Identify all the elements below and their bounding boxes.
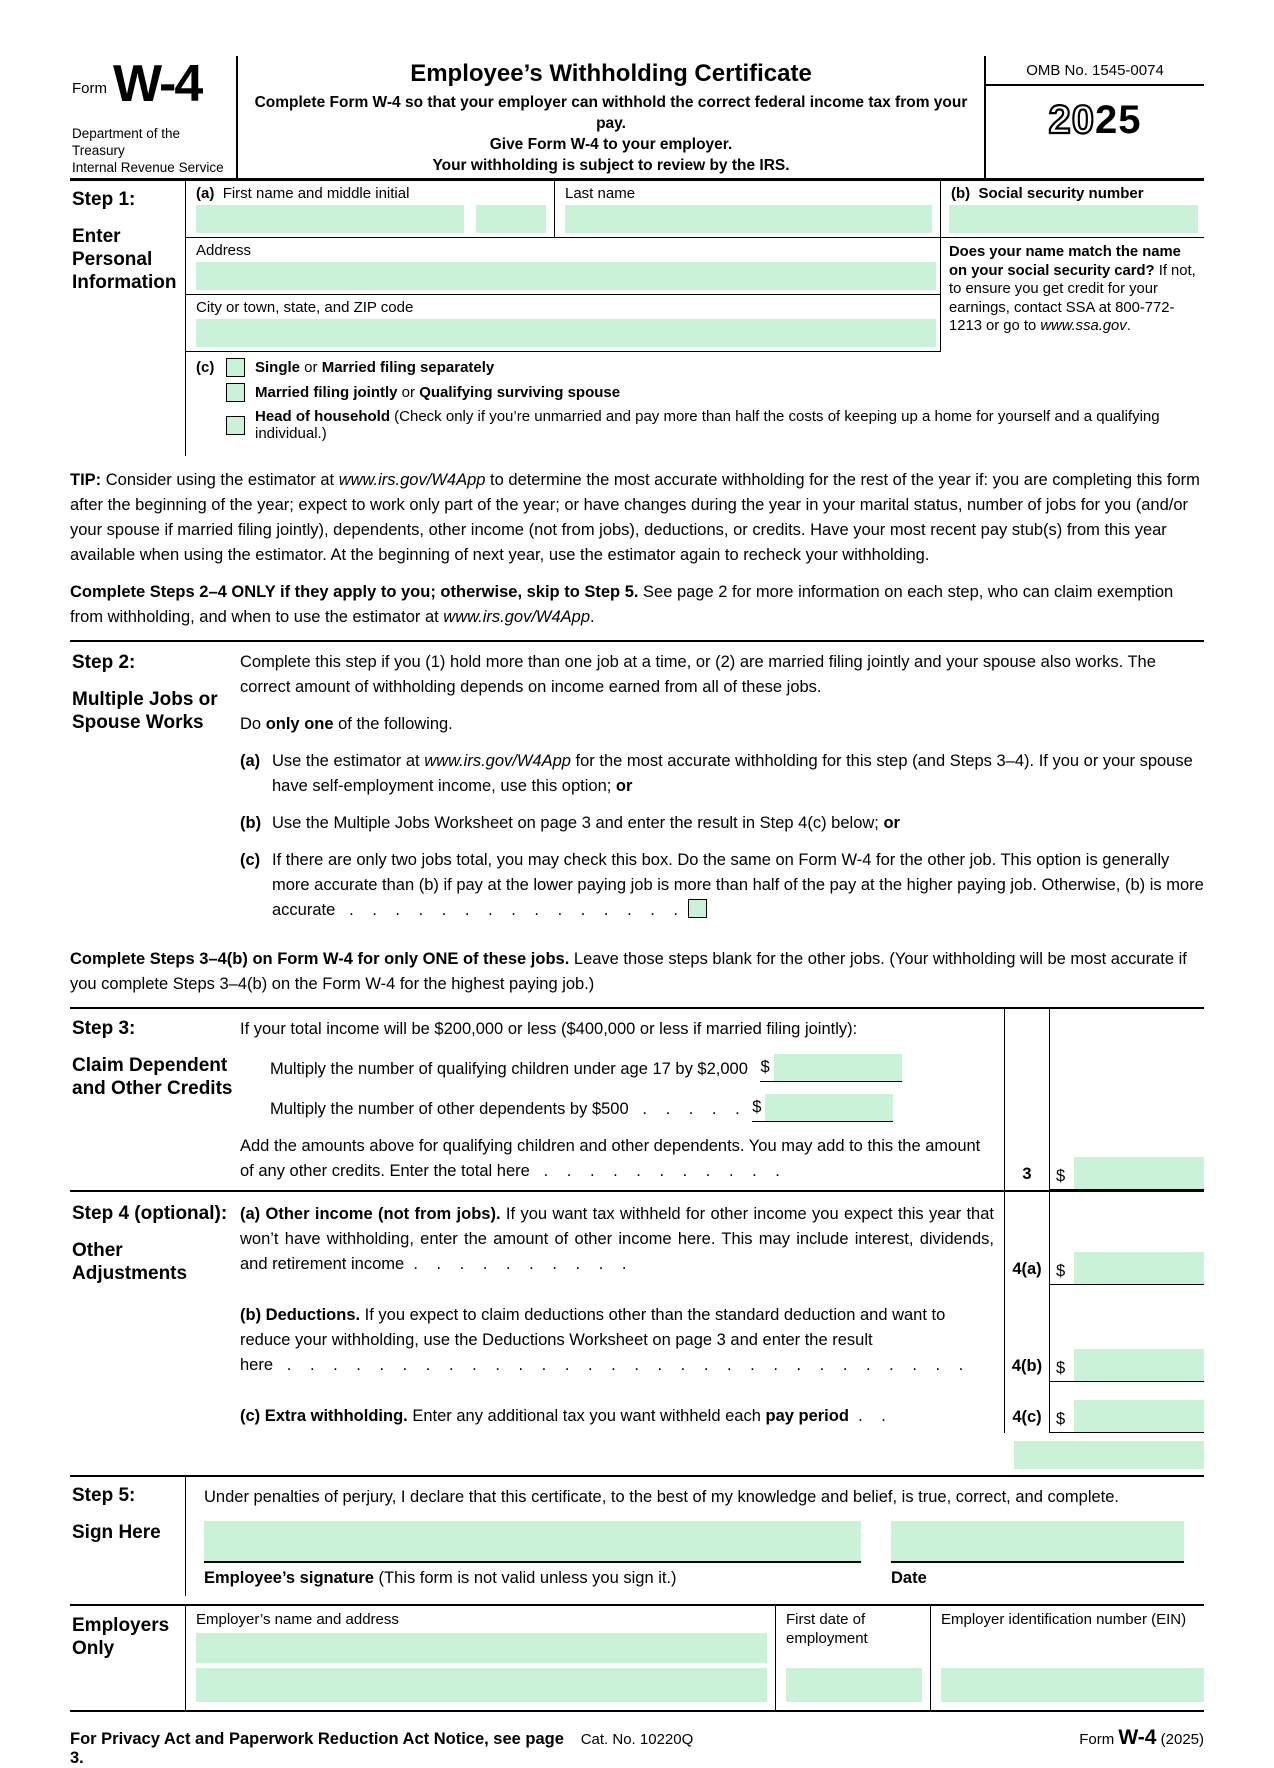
address-field[interactable] — [196, 262, 936, 290]
ssn-col — [940, 181, 1204, 352]
first-date-label: First date of employment — [786, 1611, 868, 1647]
step2-do-only-one: Do only one of the following. — [240, 715, 453, 733]
step2-title: Step 2: — [72, 652, 136, 673]
catalog-number: Cat. No. 10220Q — [580, 1731, 694, 1748]
tip-paragraph: TIP: Consider using the estimator at www.irs.gov/W4App to determine the most accurate withholding for the rest of the year if: you are completing this form after the beginning of the year; expect to work only part of the year; or have changes during the year in your marital status, number of jobs for you (and/or your spouse if married filing jointly), dependents, other income (not from jobs), deductions, or credits. Have your most recent pay stub(s) from this year available when using the estimator. At the beginning of next year, use the estimator again to recheck your withholding. — [70, 471, 1200, 564]
employers-title: Employers Only — [72, 1615, 170, 1659]
other-income-text: (a) Other income (not from jobs). If you want tax withheld for other income you expect this year that won’t have withholding, enter the amount of other income here. This may include interest, dividends, and retirement income . . . . . . . . . . — [240, 1205, 994, 1273]
other-dependents-line: Multiply the number of other dependents by $500 . . . . . $ — [270, 1094, 994, 1122]
ssn-field[interactable] — [949, 205, 1198, 233]
step5-section — [70, 1475, 1204, 1596]
ssa-note: Does your name match the name on your social security card? If not, to ensure you get credit for your earnings, contact SSA at 800-772-1213 or go to www.ssa.gov. — [949, 244, 1196, 335]
employers-only-section — [70, 1604, 1204, 1712]
date-field[interactable] — [891, 1521, 1184, 1561]
form-subtitle-1: Complete Form W-4 so that your employer can withhold the correct federal income tax from your pay. — [254, 94, 968, 132]
step3-title: Step 3: — [72, 1018, 136, 1039]
step4-title: Step 4 (optional): — [72, 1203, 228, 1224]
filing-row-head-of-household — [226, 408, 1204, 442]
last-name-label: Last name — [565, 185, 636, 202]
address-row — [186, 238, 940, 295]
leader-dots: . . . . . . . . . . — [413, 1255, 627, 1273]
step3-label-col — [70, 1009, 240, 1190]
first-name-label: (a) First name and middle initial — [196, 185, 410, 202]
step3-line-number: 3 — [1004, 1009, 1050, 1190]
ein-field[interactable] — [941, 1668, 1204, 1702]
form-footer-id: Form W-4 (2025) — [1079, 1726, 1204, 1749]
employer-name-col — [186, 1606, 775, 1710]
year-outline: 20 — [1048, 98, 1095, 142]
c-prefix: (c) — [196, 359, 215, 376]
step2-intro: Complete this step if you (1) hold more than one job at a time, or (2) are married filing jointly and your spouse also works. The correct amount of withholding depends on income earned from all of these jobs. — [240, 653, 1156, 696]
step4-subtitle: Other Adjustments — [72, 1240, 188, 1284]
step2-subtitle: Multiple Jobs or Spouse Works — [72, 689, 218, 733]
employers-label-col — [70, 1606, 186, 1710]
ein-label: Employer identification number (EIN) — [941, 1611, 1187, 1628]
signature-label: Employee’s signature (This form is not valid unless you sign it.) — [204, 1569, 677, 1587]
step4a-line-number: 4(a) — [1004, 1192, 1050, 1285]
leader-dots: . . — [858, 1407, 886, 1425]
omb-number: OMB No. 1545-0074 — [986, 56, 1204, 86]
employer-name-label: Employer’s name and address — [196, 1611, 399, 1628]
employer-address-field[interactable] — [196, 1668, 767, 1702]
tax-year — [986, 86, 1204, 143]
form-subtitle-3: Your withholding is subject to review by the IRS. — [432, 157, 790, 174]
step4-section — [70, 1190, 1204, 1433]
single-checkbox[interactable] — [226, 358, 245, 377]
filing-row-single — [196, 358, 1204, 377]
leader-dots: . . . . . . . . . . . . . . . . . . . . . . . . . . . . . . — [286, 1356, 964, 1374]
date-label: Date — [891, 1569, 927, 1587]
step3-subtitle: Claim Dependent and Other Credits — [72, 1055, 233, 1099]
step5-label-col — [70, 1477, 186, 1596]
leader-dots: . . . . . . . . . . . . . . . — [349, 901, 679, 919]
step1-label-col — [70, 181, 186, 456]
qualifying-children-line: Multiply the number of qualifying children under age 17 by $2,000 $ — [270, 1054, 994, 1082]
step2-section — [70, 640, 1204, 945]
step3-intro: If your total income will be $200,000 or less ($400,000 or less if married filing jointly): — [240, 1020, 858, 1038]
omb-year-block — [984, 56, 1204, 178]
first-date-col — [775, 1606, 930, 1710]
dollar-sign: $ — [1056, 1262, 1066, 1280]
other-dependents-field[interactable] — [765, 1094, 893, 1121]
steps-2-4-note: Complete Steps 2–4 ONLY if they apply to you; otherwise, skip to Step 5. See page 2 for more information on each step, who can claim exemption from withholding, and when to use the estimator at www.irs.gov/W4App. — [70, 583, 1174, 626]
step1-title: Step 1: — [72, 189, 136, 210]
perjury-statement: Under penalties of perjury, I declare that this certificate, to the best of my knowledge and belief, is true, correct, and complete. — [204, 1488, 1120, 1506]
ssn-label: (b) Social security number — [951, 185, 1144, 202]
step4b-line-number: 4(b) — [1004, 1285, 1050, 1382]
filing-status-block — [186, 352, 1204, 456]
city-row — [186, 295, 940, 352]
dollar-sign: $ — [1056, 1410, 1066, 1428]
form-header — [70, 56, 1204, 181]
head-of-household-label: Head of household (Check only if you’re unmarried and pay more than half the costs of keeping up a home for yourself and a qualifying individual.) — [255, 408, 1160, 442]
name-row — [186, 181, 940, 238]
steps-3-4b-note: Complete Steps 3–4(b) on Form W-4 for only ONE of these jobs. Leave those steps blank for the other jobs. (Your withholding will be most accurate if you complete Steps 3–4(b) on the Form W-4 for the highest paying job.) — [70, 950, 1187, 993]
single-label: Single or Married filing separately — [255, 359, 495, 376]
first-date-field[interactable] — [786, 1668, 922, 1702]
qualifying-children-field[interactable] — [774, 1054, 902, 1081]
extra-amount-field[interactable] — [1014, 1441, 1204, 1469]
title-block — [238, 56, 984, 178]
dept-line-2: Internal Revenue Service — [72, 160, 224, 175]
married-jointly-label: Married filing jointly or Qualifying surviving spouse — [255, 384, 621, 401]
head-of-household-checkbox[interactable] — [226, 416, 245, 435]
ein-col — [930, 1606, 1204, 1710]
step5-title: Step 5: — [72, 1485, 136, 1506]
married-jointly-checkbox[interactable] — [226, 383, 245, 402]
employer-name-field[interactable] — [196, 1633, 767, 1663]
form-number-block — [70, 56, 238, 178]
leader-dots: . . . . . — [642, 1100, 740, 1118]
total-credits-line: Add the amounts above for qualifying children and other dependents. You may add to this the amount of any other credits. Enter the total here . . . . . . . . . . . — [240, 1137, 981, 1180]
dollar-sign: $ — [1056, 1359, 1066, 1377]
privacy-notice: For Privacy Act and Paperwork Reduction Act Notice, see page 3. — [70, 1730, 564, 1767]
other-income-field[interactable] — [1074, 1252, 1204, 1284]
form-number: W-4 — [113, 55, 202, 113]
step5-subtitle: Sign Here — [72, 1522, 161, 1543]
form-title: Employee’s Withholding Certificate — [410, 60, 812, 87]
deductions-text: (b) Deductions. If you expect to claim deductions other than the standard deduction and want to reduce your withholding, use the Deductions Worksheet on page 3 and enter the result here . . . . . . . . . . . . . . . . . . . . . . . . . . . . . . — [240, 1306, 964, 1374]
address-label: Address — [196, 242, 252, 259]
step1-section — [70, 181, 1204, 456]
step2-item-a: (a) Use the estimator at www.irs.gov/W4App for the most accurate withholding for this step (and Steps 3–4). If you or your spouse have self-employment income, use this option; or — [240, 752, 1193, 795]
signature-field[interactable] — [204, 1521, 861, 1561]
middle-initial-field[interactable] — [476, 205, 546, 233]
step2-item-c: (c) If there are only two jobs total, you may check this box. Do the same on Form W-4 for the other job. This option is generally more accurate than (b) if pay at the lower paying job is more than half of the pay at the higher paying job. Otherwise, (b) is more accurate . . . . . . . . . . . . . . . — [240, 851, 1204, 919]
form-subtitle-2: Give Form W-4 to your employer. — [489, 136, 733, 153]
step4-row-c — [70, 1382, 1204, 1433]
leader-dots: . . . . . . . . . . . — [543, 1162, 780, 1180]
step4-row-a — [70, 1192, 1204, 1285]
page-footer — [70, 1726, 1204, 1768]
form-word: Form — [72, 80, 107, 98]
step4-row-b — [70, 1285, 1204, 1382]
extra-withholding-field[interactable] — [1074, 1400, 1204, 1432]
extra-withholding-text: (c) Extra withholding. Enter any additional tax you want withheld each pay period . . — [240, 1407, 886, 1425]
first-name-field[interactable] — [196, 205, 464, 233]
step2-label-col — [70, 650, 240, 935]
deductions-field[interactable] — [1074, 1349, 1204, 1381]
year-bold: 25 — [1095, 98, 1142, 142]
step4c-line-number: 4(c) — [1004, 1382, 1050, 1433]
step1-subtitle: Enter Personal Information — [72, 226, 177, 293]
total-credits-field[interactable] — [1074, 1157, 1204, 1189]
two-jobs-checkbox[interactable] — [688, 899, 707, 918]
dept-line-1: Department of the Treasury — [72, 126, 181, 158]
city-field[interactable] — [196, 319, 936, 347]
step2-item-b: (b) Use the Multiple Jobs Worksheet on page 3 and enter the result in Step 4(c) below; or — [240, 814, 900, 832]
city-label: City or town, state, and ZIP code — [196, 299, 414, 316]
filing-row-married-jointly — [226, 383, 1204, 402]
last-name-field[interactable] — [565, 205, 932, 233]
step3-section — [70, 1007, 1204, 1190]
dollar-sign: $ — [1056, 1167, 1066, 1185]
